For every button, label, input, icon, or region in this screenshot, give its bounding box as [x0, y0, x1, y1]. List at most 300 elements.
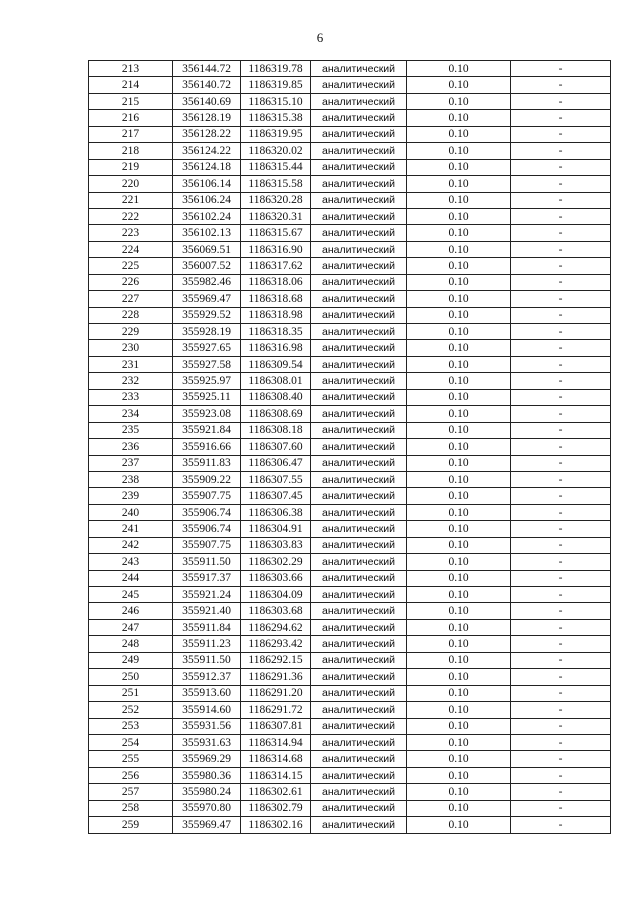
- x-coordinate-cell: 355929.52: [173, 307, 241, 323]
- method-cell: аналитический: [311, 751, 407, 767]
- y-coordinate-cell: 1186292.15: [241, 652, 311, 668]
- accuracy-cell: 0.10: [407, 521, 511, 537]
- y-coordinate-cell: 1186303.83: [241, 537, 311, 553]
- coordinates-table: [88, 60, 611, 834]
- accuracy-cell: 0.10: [407, 406, 511, 422]
- note-cell: -: [511, 455, 611, 471]
- x-coordinate-cell: 355923.08: [173, 406, 241, 422]
- table-row: [89, 619, 611, 635]
- note-cell: -: [511, 669, 611, 685]
- table-row: [89, 800, 611, 816]
- accuracy-cell: 0.10: [407, 93, 511, 109]
- y-coordinate-cell: 1186319.85: [241, 77, 311, 93]
- point-number-cell: 221: [89, 192, 173, 208]
- table-row: [89, 77, 611, 93]
- x-coordinate-cell: 355916.66: [173, 439, 241, 455]
- method-cell: аналитический: [311, 389, 407, 405]
- method-cell: аналитический: [311, 619, 407, 635]
- method-cell: аналитический: [311, 784, 407, 800]
- note-cell: -: [511, 61, 611, 77]
- point-number-cell: 238: [89, 471, 173, 487]
- accuracy-cell: 0.10: [407, 455, 511, 471]
- accuracy-cell: 0.10: [407, 225, 511, 241]
- note-cell: -: [511, 652, 611, 668]
- method-cell: аналитический: [311, 603, 407, 619]
- table-row: [89, 554, 611, 570]
- method-cell: аналитический: [311, 422, 407, 438]
- note-cell: -: [511, 439, 611, 455]
- point-number-cell: 228: [89, 307, 173, 323]
- accuracy-cell: 0.10: [407, 504, 511, 520]
- x-coordinate-cell: 356007.52: [173, 258, 241, 274]
- x-coordinate-cell: 355906.74: [173, 504, 241, 520]
- y-coordinate-cell: 1186307.60: [241, 439, 311, 455]
- point-number-cell: 229: [89, 324, 173, 340]
- coordinates-table-body: [89, 61, 611, 834]
- note-cell: -: [511, 77, 611, 93]
- table-row: [89, 225, 611, 241]
- table-row: [89, 389, 611, 405]
- note-cell: -: [511, 554, 611, 570]
- method-cell: аналитический: [311, 570, 407, 586]
- accuracy-cell: 0.10: [407, 291, 511, 307]
- table-row: [89, 751, 611, 767]
- table-row: [89, 406, 611, 422]
- y-coordinate-cell: 1186318.68: [241, 291, 311, 307]
- table-row: [89, 274, 611, 290]
- x-coordinate-cell: 355921.24: [173, 587, 241, 603]
- note-cell: -: [511, 159, 611, 175]
- x-coordinate-cell: 356140.69: [173, 93, 241, 109]
- x-coordinate-cell: 355911.83: [173, 455, 241, 471]
- point-number-cell: 231: [89, 356, 173, 372]
- method-cell: аналитический: [311, 274, 407, 290]
- accuracy-cell: 0.10: [407, 192, 511, 208]
- point-number-cell: 251: [89, 685, 173, 701]
- y-coordinate-cell: 1186302.16: [241, 817, 311, 833]
- point-number-cell: 256: [89, 767, 173, 783]
- method-cell: аналитический: [311, 669, 407, 685]
- method-cell: аналитический: [311, 61, 407, 77]
- table-row: [89, 636, 611, 652]
- x-coordinate-cell: 355925.97: [173, 373, 241, 389]
- table-row: [89, 488, 611, 504]
- table-row: [89, 159, 611, 175]
- point-number-cell: 217: [89, 126, 173, 142]
- point-number-cell: 232: [89, 373, 173, 389]
- y-coordinate-cell: 1186318.35: [241, 324, 311, 340]
- point-number-cell: 216: [89, 110, 173, 126]
- point-number-cell: 234: [89, 406, 173, 422]
- method-cell: аналитический: [311, 340, 407, 356]
- y-coordinate-cell: 1186314.68: [241, 751, 311, 767]
- x-coordinate-cell: 356128.19: [173, 110, 241, 126]
- table-row: [89, 718, 611, 734]
- x-coordinate-cell: 355917.37: [173, 570, 241, 586]
- y-coordinate-cell: 1186316.98: [241, 340, 311, 356]
- accuracy-cell: 0.10: [407, 356, 511, 372]
- point-number-cell: 230: [89, 340, 173, 356]
- y-coordinate-cell: 1186319.78: [241, 61, 311, 77]
- table-row: [89, 471, 611, 487]
- accuracy-cell: 0.10: [407, 143, 511, 159]
- method-cell: аналитический: [311, 373, 407, 389]
- x-coordinate-cell: 356140.72: [173, 77, 241, 93]
- x-coordinate-cell: 356124.18: [173, 159, 241, 175]
- point-number-cell: 227: [89, 291, 173, 307]
- point-number-cell: 244: [89, 570, 173, 586]
- point-number-cell: 245: [89, 587, 173, 603]
- page-number: 6: [316, 30, 324, 45]
- table-row: [89, 439, 611, 455]
- accuracy-cell: 0.10: [407, 439, 511, 455]
- x-coordinate-cell: 355921.40: [173, 603, 241, 619]
- y-coordinate-cell: 1186317.62: [241, 258, 311, 274]
- point-number-cell: 257: [89, 784, 173, 800]
- table-row: [89, 685, 611, 701]
- accuracy-cell: 0.10: [407, 817, 511, 833]
- x-coordinate-cell: 356106.14: [173, 176, 241, 192]
- note-cell: -: [511, 389, 611, 405]
- point-number-cell: 233: [89, 389, 173, 405]
- table-row: [89, 324, 611, 340]
- method-cell: аналитический: [311, 767, 407, 783]
- note-cell: -: [511, 619, 611, 635]
- accuracy-cell: 0.10: [407, 636, 511, 652]
- accuracy-cell: 0.10: [407, 159, 511, 175]
- table-row: [89, 208, 611, 224]
- accuracy-cell: 0.10: [407, 373, 511, 389]
- accuracy-cell: 0.10: [407, 258, 511, 274]
- table-row: [89, 587, 611, 603]
- note-cell: -: [511, 93, 611, 109]
- x-coordinate-cell: 355925.11: [173, 389, 241, 405]
- note-cell: -: [511, 471, 611, 487]
- accuracy-cell: 0.10: [407, 537, 511, 553]
- table-row: [89, 784, 611, 800]
- point-number-cell: 235: [89, 422, 173, 438]
- point-number-cell: 239: [89, 488, 173, 504]
- point-number-cell: 222: [89, 208, 173, 224]
- point-number-cell: 240: [89, 504, 173, 520]
- table-row: [89, 817, 611, 833]
- method-cell: аналитический: [311, 685, 407, 701]
- point-number-cell: 219: [89, 159, 173, 175]
- x-coordinate-cell: 356144.72: [173, 61, 241, 77]
- y-coordinate-cell: 1186314.15: [241, 767, 311, 783]
- method-cell: аналитический: [311, 817, 407, 833]
- x-coordinate-cell: 355969.29: [173, 751, 241, 767]
- x-coordinate-cell: 355906.74: [173, 521, 241, 537]
- note-cell: -: [511, 504, 611, 520]
- method-cell: аналитический: [311, 324, 407, 340]
- y-coordinate-cell: 1186306.47: [241, 455, 311, 471]
- x-coordinate-cell: 355911.50: [173, 554, 241, 570]
- method-cell: аналитический: [311, 702, 407, 718]
- method-cell: аналитический: [311, 537, 407, 553]
- x-coordinate-cell: 356106.24: [173, 192, 241, 208]
- y-coordinate-cell: 1186320.31: [241, 208, 311, 224]
- accuracy-cell: 0.10: [407, 619, 511, 635]
- x-coordinate-cell: 355911.23: [173, 636, 241, 652]
- table-row: [89, 192, 611, 208]
- point-number-cell: 214: [89, 77, 173, 93]
- x-coordinate-cell: 355980.36: [173, 767, 241, 783]
- method-cell: аналитический: [311, 521, 407, 537]
- table-row: [89, 291, 611, 307]
- method-cell: аналитический: [311, 734, 407, 750]
- note-cell: -: [511, 241, 611, 257]
- method-cell: аналитический: [311, 455, 407, 471]
- table-row: [89, 126, 611, 142]
- note-cell: -: [511, 603, 611, 619]
- note-cell: -: [511, 537, 611, 553]
- y-coordinate-cell: 1186308.69: [241, 406, 311, 422]
- table-row: [89, 340, 611, 356]
- table-row: [89, 455, 611, 471]
- y-coordinate-cell: 1186320.02: [241, 143, 311, 159]
- x-coordinate-cell: 356128.22: [173, 126, 241, 142]
- accuracy-cell: 0.10: [407, 422, 511, 438]
- y-coordinate-cell: 1186309.54: [241, 356, 311, 372]
- note-cell: -: [511, 784, 611, 800]
- note-cell: -: [511, 176, 611, 192]
- x-coordinate-cell: 355907.75: [173, 537, 241, 553]
- x-coordinate-cell: 356102.13: [173, 225, 241, 241]
- note-cell: -: [511, 767, 611, 783]
- method-cell: аналитический: [311, 800, 407, 816]
- y-coordinate-cell: 1186303.68: [241, 603, 311, 619]
- method-cell: аналитический: [311, 636, 407, 652]
- y-coordinate-cell: 1186318.06: [241, 274, 311, 290]
- table-row: [89, 307, 611, 323]
- x-coordinate-cell: 356069.51: [173, 241, 241, 257]
- method-cell: аналитический: [311, 439, 407, 455]
- x-coordinate-cell: 355928.19: [173, 324, 241, 340]
- table-row: [89, 93, 611, 109]
- x-coordinate-cell: 355969.47: [173, 291, 241, 307]
- method-cell: аналитический: [311, 587, 407, 603]
- point-number-cell: 242: [89, 537, 173, 553]
- note-cell: -: [511, 570, 611, 586]
- table-row: [89, 702, 611, 718]
- note-cell: -: [511, 751, 611, 767]
- accuracy-cell: 0.10: [407, 176, 511, 192]
- y-coordinate-cell: 1186319.95: [241, 126, 311, 142]
- x-coordinate-cell: 355912.37: [173, 669, 241, 685]
- accuracy-cell: 0.10: [407, 767, 511, 783]
- table-row: [89, 734, 611, 750]
- note-cell: -: [511, 126, 611, 142]
- y-coordinate-cell: 1186315.44: [241, 159, 311, 175]
- point-number-cell: 250: [89, 669, 173, 685]
- x-coordinate-cell: 356102.24: [173, 208, 241, 224]
- table-row: [89, 110, 611, 126]
- note-cell: -: [511, 800, 611, 816]
- y-coordinate-cell: 1186315.58: [241, 176, 311, 192]
- x-coordinate-cell: 355927.58: [173, 356, 241, 372]
- y-coordinate-cell: 1186304.09: [241, 587, 311, 603]
- method-cell: аналитический: [311, 471, 407, 487]
- method-cell: аналитический: [311, 192, 407, 208]
- x-coordinate-cell: 355969.47: [173, 817, 241, 833]
- accuracy-cell: 0.10: [407, 603, 511, 619]
- point-number-cell: 254: [89, 734, 173, 750]
- table-row: [89, 504, 611, 520]
- y-coordinate-cell: 1186303.66: [241, 570, 311, 586]
- accuracy-cell: 0.10: [407, 734, 511, 750]
- table-row: [89, 143, 611, 159]
- point-number-cell: 255: [89, 751, 173, 767]
- y-coordinate-cell: 1186293.42: [241, 636, 311, 652]
- note-cell: -: [511, 192, 611, 208]
- point-number-cell: 220: [89, 176, 173, 192]
- y-coordinate-cell: 1186294.62: [241, 619, 311, 635]
- accuracy-cell: 0.10: [407, 554, 511, 570]
- y-coordinate-cell: 1186302.61: [241, 784, 311, 800]
- y-coordinate-cell: 1186307.81: [241, 718, 311, 734]
- y-coordinate-cell: 1186291.36: [241, 669, 311, 685]
- note-cell: -: [511, 373, 611, 389]
- y-coordinate-cell: 1186314.94: [241, 734, 311, 750]
- note-cell: -: [511, 718, 611, 734]
- y-coordinate-cell: 1186315.38: [241, 110, 311, 126]
- accuracy-cell: 0.10: [407, 307, 511, 323]
- accuracy-cell: 0.10: [407, 800, 511, 816]
- point-number-cell: 241: [89, 521, 173, 537]
- method-cell: аналитический: [311, 356, 407, 372]
- method-cell: аналитический: [311, 126, 407, 142]
- accuracy-cell: 0.10: [407, 669, 511, 685]
- accuracy-cell: 0.10: [407, 702, 511, 718]
- method-cell: аналитический: [311, 176, 407, 192]
- method-cell: аналитический: [311, 307, 407, 323]
- x-coordinate-cell: 355914.60: [173, 702, 241, 718]
- point-number-cell: 215: [89, 93, 173, 109]
- x-coordinate-cell: 355913.60: [173, 685, 241, 701]
- table-row: [89, 652, 611, 668]
- y-coordinate-cell: 1186302.79: [241, 800, 311, 816]
- table-row: [89, 258, 611, 274]
- method-cell: аналитический: [311, 225, 407, 241]
- accuracy-cell: 0.10: [407, 587, 511, 603]
- table-row: [89, 356, 611, 372]
- x-coordinate-cell: 355931.63: [173, 734, 241, 750]
- accuracy-cell: 0.10: [407, 61, 511, 77]
- table-row: [89, 373, 611, 389]
- note-cell: -: [511, 734, 611, 750]
- y-coordinate-cell: 1186302.29: [241, 554, 311, 570]
- y-coordinate-cell: 1186304.91: [241, 521, 311, 537]
- accuracy-cell: 0.10: [407, 471, 511, 487]
- method-cell: аналитический: [311, 406, 407, 422]
- note-cell: -: [511, 817, 611, 833]
- note-cell: -: [511, 291, 611, 307]
- point-number-cell: 249: [89, 652, 173, 668]
- table-row: [89, 767, 611, 783]
- point-number-cell: 259: [89, 817, 173, 833]
- y-coordinate-cell: 1186308.01: [241, 373, 311, 389]
- method-cell: аналитический: [311, 504, 407, 520]
- note-cell: -: [511, 324, 611, 340]
- point-number-cell: 237: [89, 455, 173, 471]
- accuracy-cell: 0.10: [407, 718, 511, 734]
- method-cell: аналитический: [311, 143, 407, 159]
- point-number-cell: 252: [89, 702, 173, 718]
- y-coordinate-cell: 1186291.72: [241, 702, 311, 718]
- x-coordinate-cell: 355927.65: [173, 340, 241, 356]
- table-row: [89, 61, 611, 77]
- accuracy-cell: 0.10: [407, 340, 511, 356]
- point-number-cell: 223: [89, 225, 173, 241]
- note-cell: -: [511, 274, 611, 290]
- x-coordinate-cell: 355907.75: [173, 488, 241, 504]
- method-cell: аналитический: [311, 110, 407, 126]
- method-cell: аналитический: [311, 652, 407, 668]
- note-cell: -: [511, 702, 611, 718]
- method-cell: аналитический: [311, 554, 407, 570]
- accuracy-cell: 0.10: [407, 488, 511, 504]
- point-number-cell: 213: [89, 61, 173, 77]
- table-row: [89, 422, 611, 438]
- x-coordinate-cell: 356124.22: [173, 143, 241, 159]
- y-coordinate-cell: 1186307.45: [241, 488, 311, 504]
- note-cell: -: [511, 225, 611, 241]
- note-cell: -: [511, 587, 611, 603]
- point-number-cell: 226: [89, 274, 173, 290]
- x-coordinate-cell: 355980.24: [173, 784, 241, 800]
- point-number-cell: 236: [89, 439, 173, 455]
- accuracy-cell: 0.10: [407, 389, 511, 405]
- accuracy-cell: 0.10: [407, 751, 511, 767]
- y-coordinate-cell: 1186316.90: [241, 241, 311, 257]
- point-number-cell: 218: [89, 143, 173, 159]
- x-coordinate-cell: 355921.84: [173, 422, 241, 438]
- table-row: [89, 669, 611, 685]
- accuracy-cell: 0.10: [407, 241, 511, 257]
- method-cell: аналитический: [311, 291, 407, 307]
- y-coordinate-cell: 1186307.55: [241, 471, 311, 487]
- method-cell: аналитический: [311, 208, 407, 224]
- y-coordinate-cell: 1186306.38: [241, 504, 311, 520]
- x-coordinate-cell: 355931.56: [173, 718, 241, 734]
- note-cell: -: [511, 685, 611, 701]
- accuracy-cell: 0.10: [407, 784, 511, 800]
- table-row: [89, 570, 611, 586]
- note-cell: -: [511, 422, 611, 438]
- note-cell: -: [511, 110, 611, 126]
- table-row: [89, 603, 611, 619]
- point-number-cell: 258: [89, 800, 173, 816]
- point-number-cell: 248: [89, 636, 173, 652]
- y-coordinate-cell: 1186315.10: [241, 93, 311, 109]
- accuracy-cell: 0.10: [407, 274, 511, 290]
- x-coordinate-cell: 355970.80: [173, 800, 241, 816]
- x-coordinate-cell: 355911.84: [173, 619, 241, 635]
- point-number-cell: 224: [89, 241, 173, 257]
- note-cell: -: [511, 636, 611, 652]
- note-cell: -: [511, 258, 611, 274]
- method-cell: аналитический: [311, 159, 407, 175]
- accuracy-cell: 0.10: [407, 685, 511, 701]
- y-coordinate-cell: 1186315.67: [241, 225, 311, 241]
- table-row: [89, 537, 611, 553]
- table-row: [89, 176, 611, 192]
- note-cell: -: [511, 356, 611, 372]
- method-cell: аналитический: [311, 77, 407, 93]
- y-coordinate-cell: 1186308.40: [241, 389, 311, 405]
- point-number-cell: 246: [89, 603, 173, 619]
